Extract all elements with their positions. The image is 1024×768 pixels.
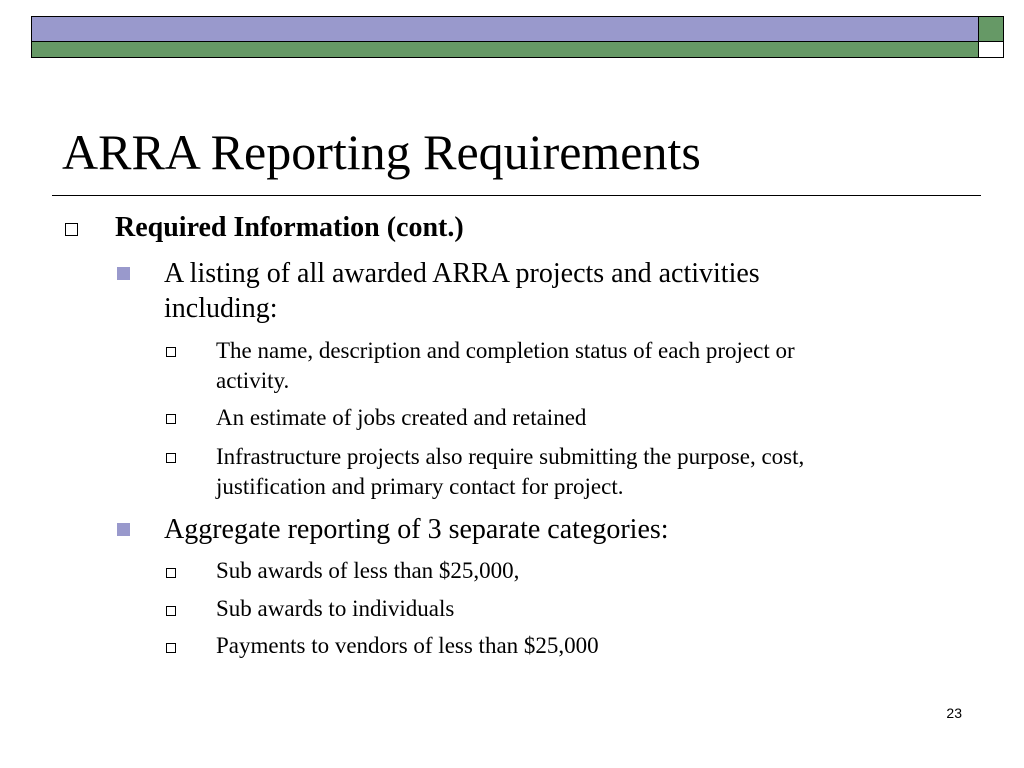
point-listing-line2: including: [164, 293, 278, 324]
subpoint-sub-awards-less: Sub awards of less than $25,000, [216, 558, 520, 583]
hollow-square-bullet-icon [166, 453, 176, 463]
hollow-square-bullet-icon [166, 347, 176, 357]
title-divider [52, 195, 981, 196]
subpoint-sub-awards-individuals: Sub awards to individuals [216, 596, 455, 621]
filled-square-bullet-icon [117, 523, 130, 536]
heading-required-information: Required Information (cont.) [115, 212, 464, 243]
subpoint-infrastructure-line2: justification and primary contact for project. [216, 474, 624, 499]
subpoint-jobs: An estimate of jobs created and retained [216, 405, 587, 430]
point-listing-line1: A listing of all awarded ARRA projects and activities [164, 258, 760, 289]
header-square-top [978, 16, 1004, 42]
slide-title: ARRA Reporting Requirements [62, 124, 701, 180]
hollow-square-bullet-icon [166, 606, 176, 616]
hollow-square-bullet-icon [166, 414, 176, 424]
subpoint-infrastructure-line1: Infrastructure projects also require submitting the purpose, cost, [216, 444, 805, 469]
header-bar-bottom [31, 41, 979, 58]
header-square-bottom [978, 41, 1004, 58]
header-bar-top [31, 16, 979, 42]
page-number: 23 [946, 705, 962, 721]
subpoint-payments-vendors: Payments to vendors of less than $25,000 [216, 633, 599, 658]
point-aggregate: Aggregate reporting of 3 separate categories: [164, 514, 669, 545]
subpoint-name-line1: The name, description and completion status of each project or [216, 338, 795, 363]
hollow-square-bullet-icon [65, 223, 78, 236]
subpoint-name-line2: activity. [216, 368, 290, 393]
hollow-square-bullet-icon [166, 568, 176, 578]
hollow-square-bullet-icon [166, 643, 176, 653]
filled-square-bullet-icon [117, 267, 130, 280]
